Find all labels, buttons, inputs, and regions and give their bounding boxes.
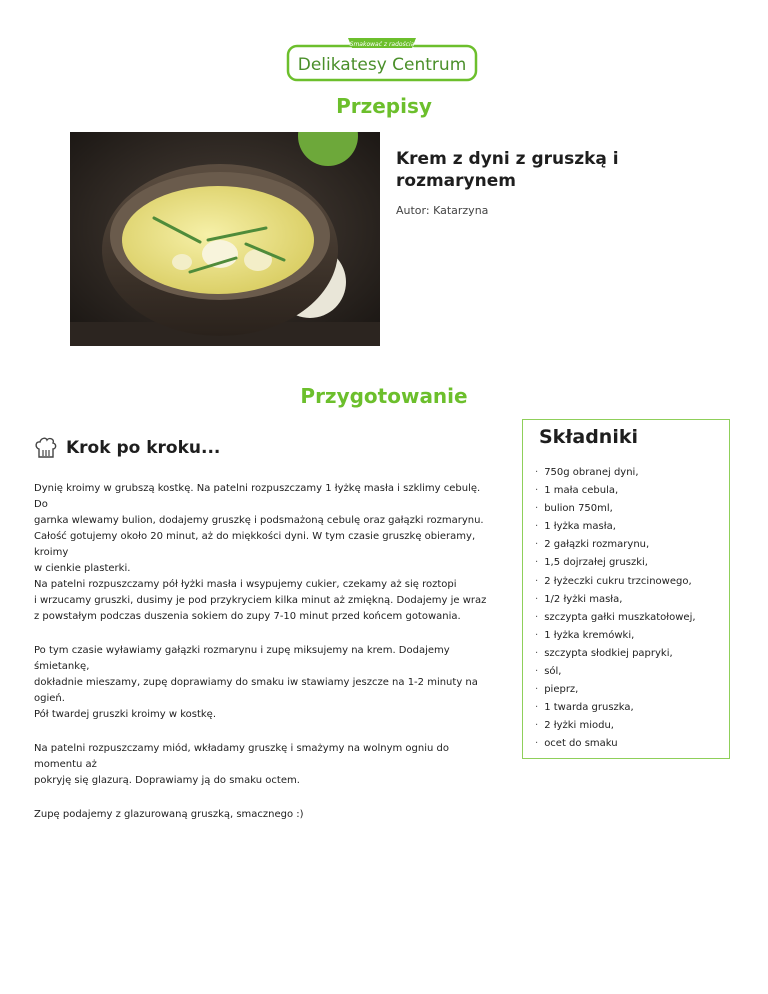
steps-heading-label: Krok po kroku... bbox=[66, 438, 221, 458]
recipe-title: Krem z dyni z gruszką i rozmarynem bbox=[396, 149, 619, 191]
steps-text bbox=[34, 481, 496, 841]
recipe-author: Autor: Katarzyna bbox=[396, 204, 489, 217]
ingredients-title: Składniki bbox=[539, 426, 638, 448]
ingredient-item: · 1,5 dojrzałej gruszki, bbox=[535, 554, 696, 572]
delikatesy-centrum-logo[interactable] bbox=[286, 34, 478, 82]
ingredient-item: · bulion 750ml, bbox=[535, 500, 696, 518]
ingredient-item: · ocet do smaku bbox=[535, 735, 696, 753]
ingredient-item: · 2 łyżeczki cukru trzcinowego, bbox=[535, 573, 696, 591]
step-paragraph: Zupę podajemy z glazurowaną gruszką, smacznego :) bbox=[34, 809, 304, 820]
recipe-photo bbox=[70, 132, 380, 346]
logo-brand: Delikatesy Centrum bbox=[297, 55, 467, 75]
ingredients-box bbox=[522, 419, 730, 759]
ingredient-item: · szczypta słodkiej papryki, bbox=[535, 645, 696, 663]
ingredient-item: · 2 łyżki miodu, bbox=[535, 717, 696, 735]
ingredient-item: · sól, bbox=[535, 663, 696, 681]
ingredient-item: · 1/2 łyżki masła, bbox=[535, 591, 696, 609]
ingredient-item: · pieprz, bbox=[535, 681, 696, 699]
steps-heading bbox=[34, 436, 220, 460]
ingredients-list bbox=[535, 464, 696, 754]
logo-tagline: ~ Smakować z radością ~ bbox=[342, 41, 422, 48]
step-paragraph: Dynię kroimy w grubszą kostkę. Na patelni rozpuszczamy 1 łyżkę masła i szklimy cebulę. Do garnka wlewamy bulion, dodajemy gruszkę i podsmażoną cebulę oraz gałązki rozmarynu. Całość gotujemy około 20 minut, aż do miękkości dyni. W tym czasie gruszkę obieramy, kroimy w cienkie plasterki. Na patelni rozpuszczamy pół łyżki masła i wsypujemy cukier, czekamy aż się roztopi i wrzucamy gruszki, dusimy je pod przykryciem kilka minut aż zmiękną. Dodajemy je wraz z powstałym podczas duszenia sokiem do zupy 7-10 minut przed końcem gotowania. bbox=[34, 483, 487, 622]
step-paragraph: Na patelni rozpuszczamy miód, wkładamy gruszkę i smażymy na wolnym ogniu do momentu aż pokryję się glazurą. Doprawiamy ją do smaku octem. bbox=[34, 743, 449, 786]
ingredient-item: · 1 twarda gruszka, bbox=[535, 699, 696, 717]
ingredient-item: · szczypta gałki muszkatołowej, bbox=[535, 609, 696, 627]
section-title-przepisy: Przepisy bbox=[336, 94, 432, 118]
ingredient-item: · 750g obranej dyni, bbox=[535, 464, 696, 482]
ingredient-item: · 2 gałązki rozmarynu, bbox=[535, 536, 696, 554]
section-title-przygotowanie: Przygotowanie bbox=[300, 384, 468, 408]
ingredient-item: · 1 łyżka masła, bbox=[535, 518, 696, 536]
chef-hat-icon bbox=[34, 436, 58, 460]
ingredient-item: · 1 mała cebula, bbox=[535, 482, 696, 500]
ingredient-item: · 1 łyżka kremówki, bbox=[535, 627, 696, 645]
step-paragraph: Po tym czasie wyławiamy gałązki rozmarynu i zupę miksujemy na krem. Dodajemy śmietankę, dokładnie mieszamy, zupę doprawiamy do smaku iw stawiamy jeszcze na 1-2 minuty na ogień. Pół twardej gruszki kroimy w kostkę. bbox=[34, 645, 478, 720]
